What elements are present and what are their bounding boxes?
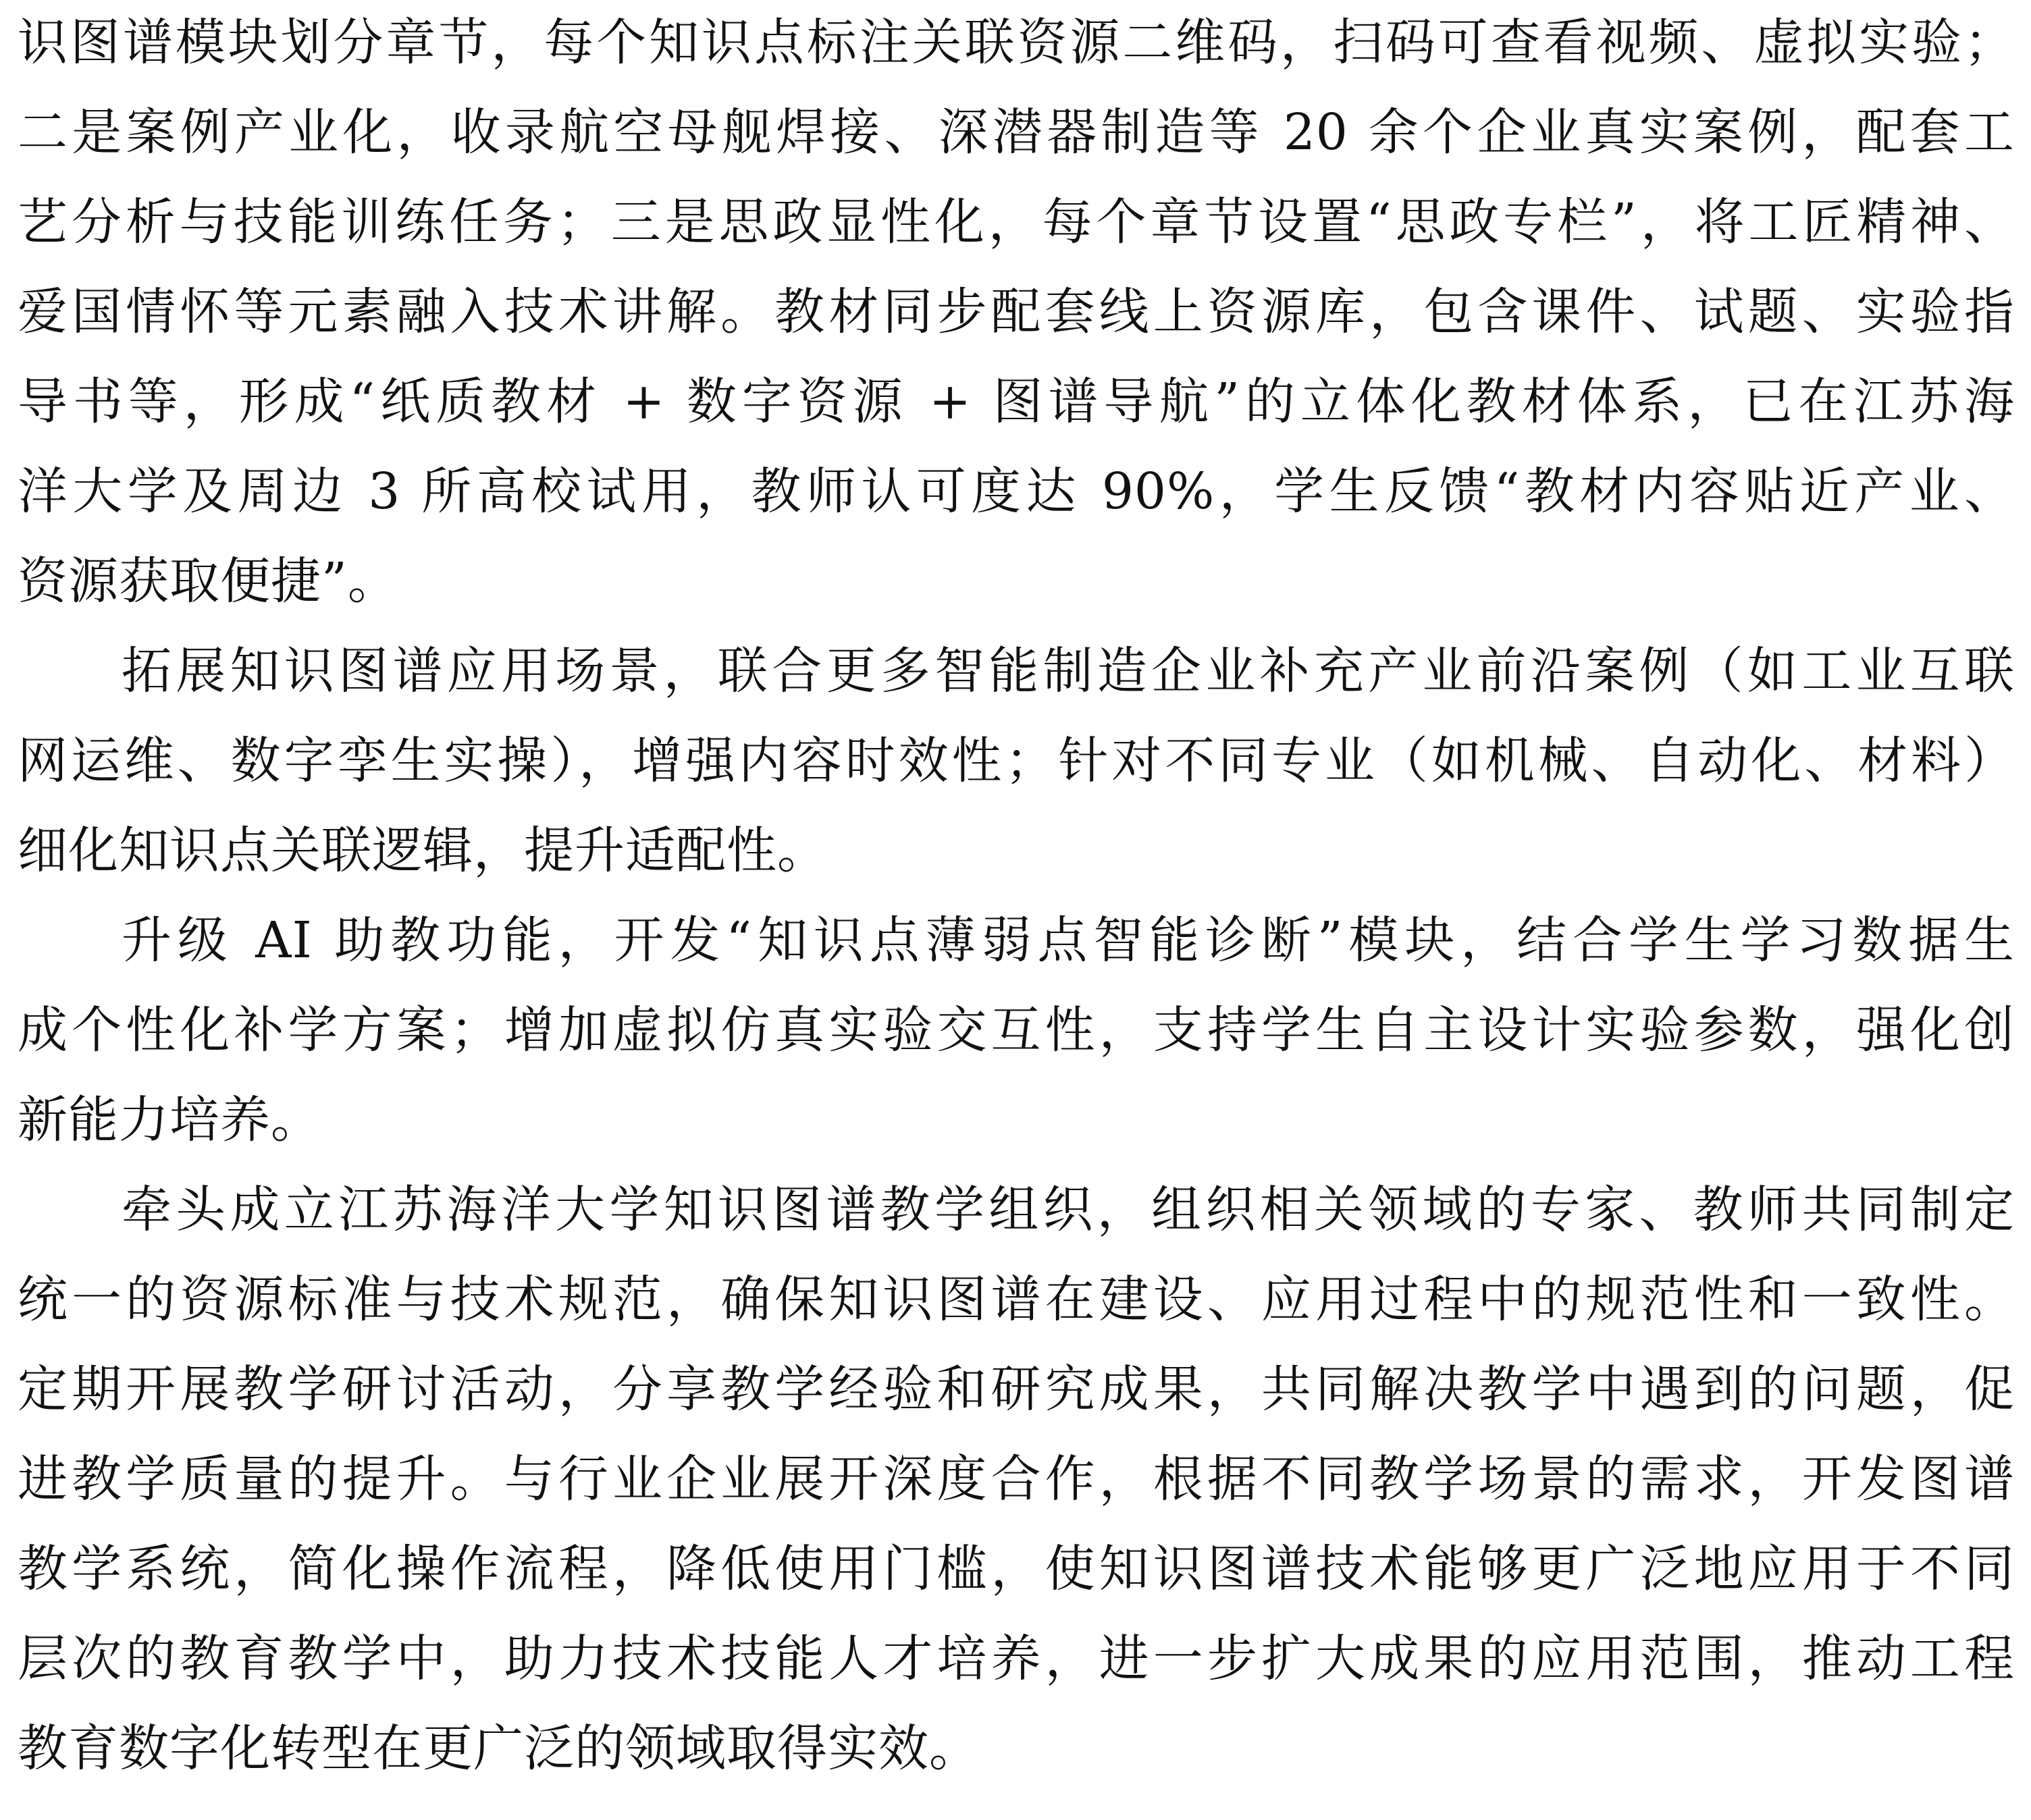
text-line: 新能力培养。 xyxy=(18,1091,321,1149)
text-line: 教育数字化转型在更广泛的领域取得实效。 xyxy=(18,1719,980,1777)
text-line: 识图谱模块划分章节，每个知识点标注关联资源二维码，扫码可查看视频、虚拟实验； xyxy=(18,14,2015,72)
paragraph-first-line: 牵头成立江苏海洋大学知识图谱教学组织，组织相关领域的专家、教师共同制定 xyxy=(122,1181,2015,1239)
text-line: 教学系统，简化操作流程，降低使用门槛，使知识图谱技术能够更广泛地应用于不同 xyxy=(18,1540,2015,1598)
paragraph-first-line: 拓展知识图谱应用场景，联合更多智能制造企业补充产业前沿案例（如工业互联 xyxy=(122,642,2015,700)
text-line: 定期开展教学研讨活动，分享教学经验和研究成果，共同解决教学中遇到的问题，促 xyxy=(18,1360,2015,1418)
text-line: 成个性化补学方案；增加虚拟仿真实验交互性，支持学生自主设计实验参数，强化创 xyxy=(18,1001,2015,1059)
text-line: 导书等，形成“纸质教材 + 数字资源 + 图谱导航”的立体化教材体系，已在江苏海 xyxy=(18,373,2015,431)
text-line: 二是案例产业化，收录航空母舰焊接、深潜器制造等 20 余个企业真实案例，配套工 xyxy=(18,103,2015,161)
text-line: 进教学质量的提升。与行业企业展开深度合作，根据不同教学场景的需求，开发图谱 xyxy=(18,1450,2015,1508)
text-line: 资源获取便捷”。 xyxy=(18,552,398,610)
text-line: 艺分析与技能训练任务；三是思政显性化，每个章节设置“思政专栏”，将工匠精神、 xyxy=(18,193,2015,251)
text-line: 统一的资源标准与技术规范，确保知识图谱在建设、应用过程中的规范性和一致性。 xyxy=(18,1270,2015,1329)
text-line: 层次的教育教学中，助力技术技能人才培养，进一步扩大成果的应用范围，推动工程 xyxy=(18,1630,2015,1688)
paragraph-first-line: 升级 AI 助教功能，开发“知识点薄弱点智能诊断”模块，结合学生学习数据生 xyxy=(122,911,2015,969)
text-line: 细化知识点关联逻辑，提升适配性。 xyxy=(18,822,828,880)
text-line: 爱国情怀等元素融入技术讲解。教材同步配套线上资源库，包含课件、试题、实验指 xyxy=(18,283,2015,341)
text-line: 洋大学及周边 3 所高校试用，教师认可度达 90%，学生反馈“教材内容贴近产业、 xyxy=(18,462,2015,520)
text-line: 网运维、数字孪生实操），增强内容时效性；针对不同专业（如机械、自动化、材料） xyxy=(18,732,2015,790)
